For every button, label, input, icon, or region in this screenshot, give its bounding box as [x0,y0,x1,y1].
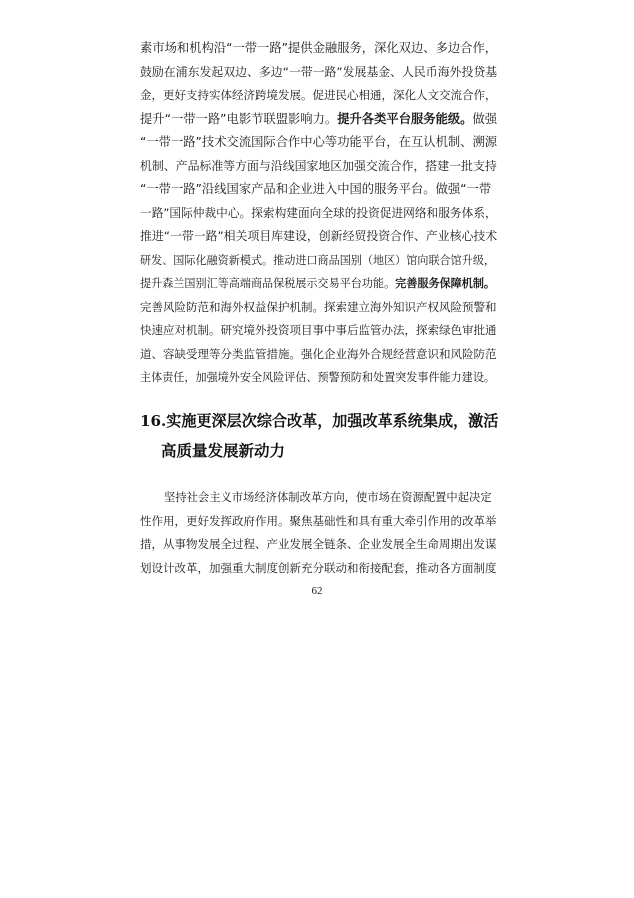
text-line: 快速应对机制。研究境外投资项目事中事后监管办法，探索绿色审批通 [140,323,497,337]
text-line: 划设计改革，加强重大制度创新充分联动和衔接配套，推动各方面制度 [140,560,497,575]
text-line-mixed [140,108,496,132]
text-line: 研发、国际化融资新模式。推动进口商品国别（地区）馆向联合馆升级， [140,253,496,267]
section-heading-line-1 [140,406,500,436]
text-line: 鼓励在浦东发起双边、多边“一带一路”发展基金、人民币海外投贷基 [140,64,498,79]
text-line: 完善风险防范和海外权益保护机制。探索建立海外知识产权风险预警和 [140,299,497,314]
text-line: “一带一路”技术交流国际合作中心等功能平台，在互认机制、溯源 [140,135,498,149]
text-line-mixed [140,272,496,296]
text-line: 措，从事物发展全过程、产业发展全链条、企业发展全生命周期出发谋 [140,537,497,551]
bold-key-phrase: 完善服务保障机制。 [395,277,496,290]
text-line: 一路”国际仲裁中心。探索构建面向全球的投资促进网络和服务体系， [140,205,497,220]
section-heading [140,406,500,466]
text-line: 素市场和机构沿“一带一路”提供金融服务，深化双边、多边合作， [140,41,498,55]
text-segment: 提升森兰国别汇等高端商品保税展示交易平台功能。 [140,277,396,290]
text-line: 性作用，更好发挥政府作用。聚焦基础性和具有重大牵引作用的改革举 [140,513,497,528]
text-line: 主体责任，加强境外安全风险评估、预警预防和处置突发事件能力建设。 [140,371,496,384]
text-line: 推进“一带一路”相关项目库建设，创新经贸投资合作、产业核心技术 [140,229,498,243]
bold-key-phrase: 提升各类平台服务能级。 [337,111,473,126]
text-line: “一带一路”沿线国家产品和企业进入中国的服务平台。做强“一带 [140,182,492,196]
text-segment: 提升“一带一路”电影节联盟影响力。 [140,111,338,126]
text-line: 金，更好支持实体经济跨境发展。促进民心相通，深化人文交流合作， [140,88,497,102]
text-line: 机制、产品标准等方面与沿线国家地区加强交流合作，搭建一批支持 [140,158,497,173]
text-line: 坚持社会主义市场经济体制改革方向，使市场在资源配置中起决定 [164,491,492,504]
section-title-part-1: 实施更深层次综合改革，加强改革系统集成，激活 [166,412,499,430]
section-heading-line-2: 高质量发展新动力 [161,442,286,460]
body-paragraph-1 [140,37,496,390]
text-segment: 做强 [472,111,498,126]
section-number: 16. [140,412,167,430]
text-line: 道、容缺受理等分类监管措施。强化企业海外合规经营意识和风险防范 [140,346,497,361]
body-paragraph-2 [140,486,496,580]
page-number: 62 [311,585,323,597]
